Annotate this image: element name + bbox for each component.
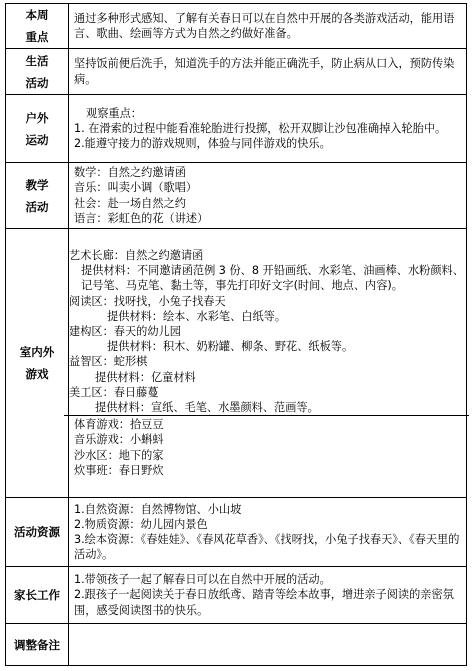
life-activity-text: 坚持饭前便后洗手，知道洗手的方法并能正确洗手，防止病从口入，预防传染病。: [74, 57, 455, 86]
label-life-line1: 生活: [25, 53, 49, 68]
art-area-materials: 提供材料：不同邀请函范例 3 份、8 开铅画纸、水彩笔、油画棒、水粉颜料、记号笔、马克笔、黏土等，事先打印好文字(时间、地点、内容)。: [81, 264, 464, 293]
build-area-materials: 提供材料：积木、奶粉罐、柳条、野花、纸板等。: [107, 340, 354, 354]
parent-item-2: 2.跟孩子一起阅读关于春日放纸鸢、踏青等绘本故事，增进亲子阅读的亲密氛围，感受阅读图书的快乐。: [74, 588, 454, 617]
resource-item-3: 3.绘本资源：《春娃娃》、《春风花草香》、《找呀找，小兔子找春天》、《春天里的活动》。: [74, 533, 460, 562]
cell-outdoor-sports: [69, 95, 467, 163]
label-weekly-focus-line2: 重点: [25, 30, 49, 44]
label-games-line2: 游戏: [25, 367, 49, 381]
label-teaching-line1: 教学: [25, 177, 49, 192]
label-teaching-line2: 活动: [25, 199, 49, 214]
craft-area-materials: 提供材料：宣纸、毛笔、水墨颜料、范画等。: [95, 401, 319, 414]
outdoor-item-2: 2.能遵守接力的游戏规则，体验与同伴游戏的快乐。: [74, 137, 331, 151]
weekly-focus-text: 通过多种形式感知、了解有关春日可以在自然中开展的各类游戏活动，能用语言、歌曲、绘画等方式为自然之约做好准备。: [74, 11, 455, 40]
cell-teaching-activity: [69, 163, 467, 229]
outdoor-observation-title: 观察重点：: [86, 106, 142, 120]
row-indoor-outdoor-games: [6, 229, 467, 498]
label-life-activity: [6, 49, 69, 95]
row-teaching-activity: [6, 163, 467, 229]
sand-water-area: 沙水区：地下的家: [74, 448, 164, 462]
build-area-title: 建构区：春天的幼儿园: [69, 324, 181, 338]
craft-area-title: 美工区：春日藤蔓: [69, 385, 159, 399]
puzzle-area-title: 益智区：蛇形棋: [69, 355, 148, 369]
cell-indoor-outdoor-games: [69, 229, 467, 498]
row-weekly-focus: [6, 4, 467, 49]
indoor-area-block: [64, 247, 469, 416]
resource-item-2: 2.物质资源：幼儿园内景色: [74, 517, 208, 531]
label-weekly-focus-line1: 本周: [25, 8, 49, 22]
label-parent-work: 家长工作: [6, 567, 69, 624]
reading-area-title: 阅读区：找呀找，小兔子找春天: [69, 294, 226, 308]
outdoor-game-block: [69, 416, 466, 479]
sports-game: 体育游戏：拾豆豆: [74, 418, 164, 432]
row-adjustment-notes: [6, 624, 467, 666]
cell-weekly-focus: [69, 4, 467, 49]
art-area-title: 艺术长廊：自然之约邀请函: [69, 248, 204, 262]
row-outdoor-sports: [6, 95, 467, 163]
label-outdoor-sports: [6, 95, 69, 163]
label-outdoor-line1: 户外: [25, 110, 49, 125]
label-games-line1: 室内外: [19, 345, 55, 359]
teaching-item-social: 社会：赴一场自然之约: [74, 196, 186, 210]
resource-item-1: 1.自然资源：自然博物馆、小山坡: [74, 502, 242, 516]
cell-activity-resources: [69, 498, 467, 567]
cell-parent-work: [69, 567, 467, 624]
weekly-plan-sheet: [5, 3, 467, 668]
label-weekly-focus: [6, 4, 69, 49]
teaching-item-music: 音乐：叫卖小调（歌唱）: [74, 181, 198, 195]
outdoor-item-1: 1. 在滑索的过程中能看准轮胎进行投掷，松开双脚让沙包准确掉入轮胎中。: [74, 121, 447, 135]
puzzle-area-materials: 提供材料：亿童材料: [95, 370, 196, 384]
reading-area-materials: 提供材料：绘本、水彩笔、白纸等。: [107, 309, 287, 323]
row-life-activity: [6, 49, 467, 95]
row-parent-work: [6, 567, 467, 624]
label-life-line2: 活动: [25, 75, 49, 90]
label-teaching-activity: [6, 163, 69, 229]
label-adjustment-notes: 调整备注: [6, 624, 69, 666]
label-activity-resources: 活动资源: [6, 498, 69, 567]
cooking-class: 炊事班：春日野炊: [74, 463, 164, 477]
row-activity-resources: [6, 498, 467, 567]
weekly-plan-table: [5, 3, 467, 666]
teaching-item-language: 语言：彩虹色的花（讲述）: [74, 211, 209, 225]
music-game: 音乐游戏：小蝌蚪: [74, 433, 164, 447]
label-indoor-outdoor-games: [6, 229, 69, 498]
cell-life-activity: [69, 49, 467, 95]
cell-adjustment-notes: [69, 624, 467, 666]
label-outdoor-line2: 运动: [25, 132, 49, 147]
teaching-item-math: 数学：自然之约邀请函: [74, 166, 186, 180]
parent-item-1: 1.带领孩子一起了解春日可以在自然中开展的活动。: [74, 573, 331, 587]
